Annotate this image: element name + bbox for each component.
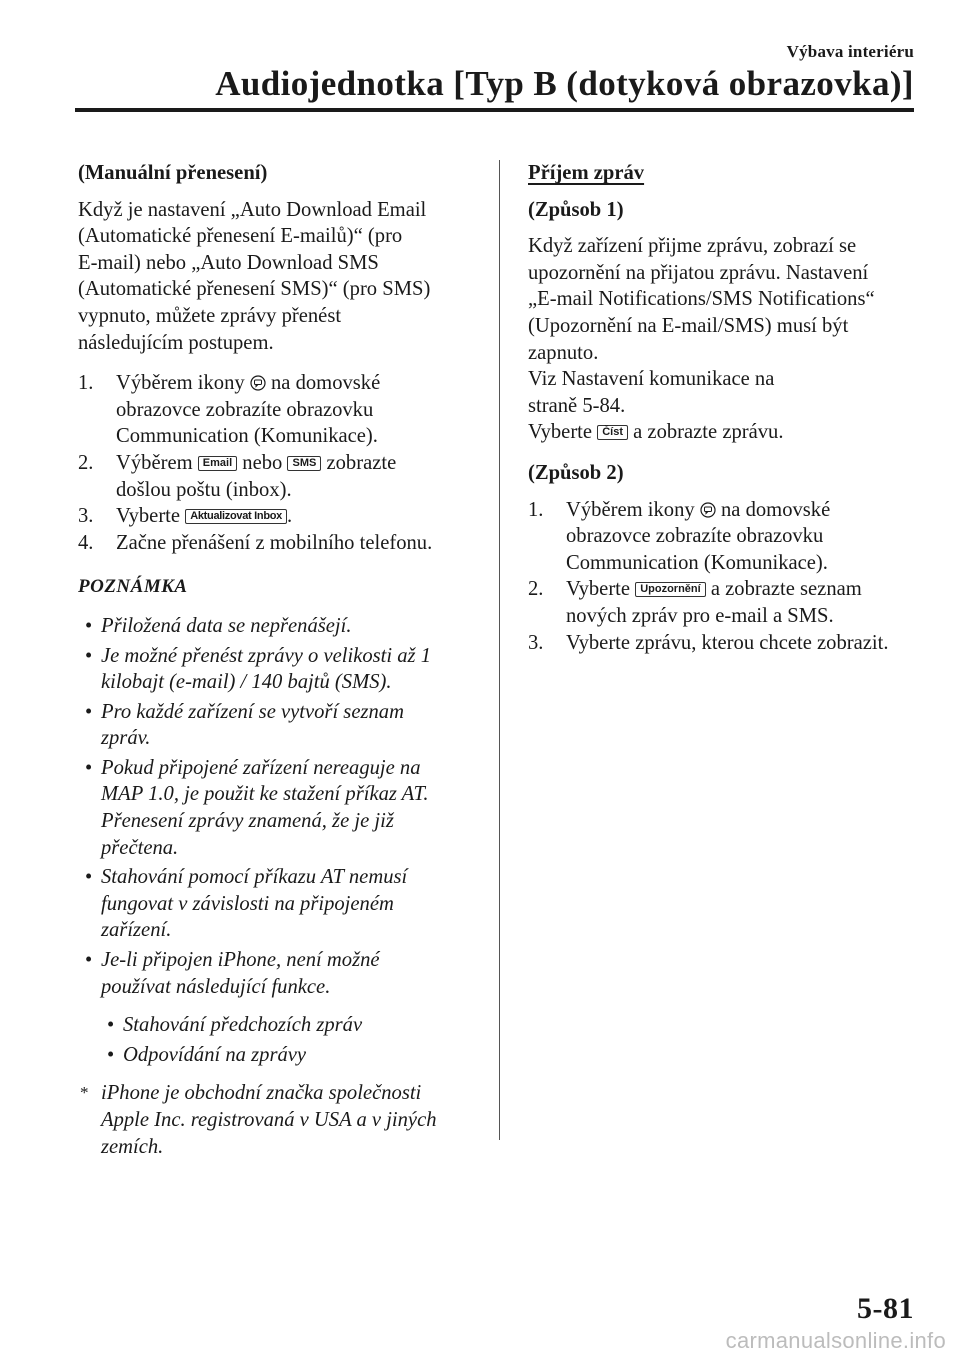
sub-note-item [78, 1042, 478, 1069]
step-number: 2. [528, 578, 544, 601]
method-2-step-3 [528, 630, 928, 657]
step-text: Výběrem [116, 451, 193, 474]
note-line: Stahování pomocí příkazu AT nemusí [101, 866, 408, 889]
method-1-line: „E-mail Notifications/SMS Notifications“ [528, 288, 875, 311]
note-line: přečtena. [101, 836, 179, 859]
step-1 [78, 370, 478, 450]
method-1-paragraph [528, 233, 928, 446]
bullet-dot: • [85, 614, 93, 637]
step-text: došlou poštu (inbox). [116, 478, 292, 501]
step-number: 4. [78, 531, 94, 554]
note-line: fungovat v závislosti na připojeném [101, 892, 394, 915]
step-text: zobrazte [326, 451, 397, 474]
method-1-line: upozornění na přijatou zprávu. Nastavení [528, 261, 869, 284]
note-line: Přiložená data se nepřenášejí. [101, 614, 352, 637]
header-rule [75, 108, 914, 112]
note-line: Pro každé zařízení se vytvoří seznam [101, 700, 404, 723]
step-number: 3. [528, 631, 544, 654]
communication-icon [250, 375, 266, 391]
method-1-line: Když zařízení přijme zprávu, zobrazí se [528, 235, 857, 258]
note-item [78, 699, 478, 752]
communication-icon [700, 502, 716, 518]
note-item [78, 755, 478, 861]
method-2-step-2 [528, 576, 928, 629]
bullet-dot: • [85, 756, 93, 779]
note-title: POZNÁMKA [78, 576, 188, 598]
step-number: 1. [528, 498, 544, 521]
sub-note-line: Stahování předchozích zpráv [123, 1014, 363, 1037]
method-2-heading: (Způsob 2) [528, 461, 624, 484]
step-text: Communication (Komunikace). [116, 425, 378, 448]
note-item [78, 947, 478, 1000]
note-line: Je-li připojen iPhone, není možné [101, 949, 380, 972]
page-number: 5-81 [857, 1292, 914, 1325]
step-text: a zobrazte seznam [710, 578, 862, 601]
step-text: Vyberte zprávu, kterou chcete zobrazit. [566, 631, 889, 654]
bullet-dot: • [85, 866, 93, 889]
bullet-dot: • [85, 700, 93, 723]
footnote-star: * [80, 1083, 89, 1103]
intro-line: následujícím postupem. [78, 331, 274, 354]
step-number: 1. [78, 372, 94, 395]
intro-paragraph [78, 197, 478, 357]
method-1-line: Viz Nastavení komunikace na [528, 368, 775, 391]
note-line: Je možné přenést zprávy o velikosti až 1 [101, 644, 431, 667]
page-title: Audiojednotka [Typ B (dotyková obrazovka)] [215, 64, 914, 103]
note-line: Pokud připojené zařízení nereaguje na [101, 756, 421, 779]
notifications-button[interactable]: Upozornění [635, 582, 706, 597]
step-text: na domovské [721, 498, 831, 521]
section-label: Výbava interiéru [786, 42, 914, 61]
watermark: carmanualsonline.info [725, 1328, 946, 1353]
bullet-dot: • [85, 949, 93, 972]
method-1-line: (Upozornění na E-mail/SMS) musí být [528, 314, 849, 337]
email-button[interactable]: Email [198, 456, 237, 471]
step-3 [78, 503, 478, 530]
footnote-line: Apple Inc. registrovaná v USA a v jiných [101, 1109, 437, 1131]
note-line: zařízení. [101, 919, 172, 942]
receive-messages-heading: Příjem zpráv [528, 162, 645, 184]
method-1-heading: (Způsob 1) [528, 198, 624, 221]
step-4 [78, 530, 478, 557]
manual-transfer-heading: (Manuální přenesení) [78, 162, 268, 184]
bullet-dot: • [107, 1014, 115, 1037]
method-1-line: straně 5-84. [528, 394, 626, 417]
intro-line: (Automatické přenesení E-mailů)“ (pro [78, 225, 403, 248]
note-item [78, 643, 478, 696]
step-text: Začne přenášení z mobilního telefonu. [116, 531, 433, 554]
method-2-step-1 [528, 497, 928, 577]
sms-button[interactable]: SMS [287, 456, 321, 471]
footnote-line: zemích. [101, 1135, 164, 1158]
step-text: Vyberte [116, 505, 181, 528]
note-line: Přenesení zprávy znamená, že je již [101, 810, 394, 833]
intro-line: Když je nastavení „Auto Download Email [78, 198, 427, 221]
step-text: nebo [242, 451, 283, 474]
step-text: Výběrem ikony [116, 372, 245, 395]
update-inbox-button[interactable]: Aktualizovat Inbox [185, 509, 287, 524]
intro-line: (Automatické přenesení SMS)“ (pro SMS) [78, 278, 431, 301]
step-text: obrazovce zobrazíte obrazovku [566, 525, 824, 548]
step-text: nových zpráv pro e-mail a SMS. [566, 604, 834, 627]
read-button[interactable]: Číst [597, 425, 628, 440]
step-text: a zobrazte zprávu. [633, 421, 784, 444]
read-instruction [528, 419, 928, 446]
step-2 [78, 450, 478, 503]
step-text: . [286, 505, 293, 528]
note-line: zpráv. [101, 727, 151, 750]
method-1-line: zapnuto. [528, 341, 599, 364]
sub-note-item [78, 1012, 478, 1039]
step-text: obrazovce zobrazíte obrazovku [116, 398, 374, 421]
step-number: 3. [78, 505, 94, 528]
intro-line: vypnuto, můžete zprávy přenést [78, 304, 342, 327]
footnote [78, 1080, 478, 1160]
note-item [78, 864, 478, 944]
note-line: používat následující funkce. [101, 975, 331, 998]
step-text: Výběrem ikony [566, 498, 695, 521]
intro-line: E-mail) nebo „Auto Download SMS [78, 251, 379, 274]
footnote-line: iPhone je obchodní značka společnosti [101, 1082, 422, 1105]
step-text: Vyberte [528, 421, 593, 444]
sub-note-line: Odpovídání na zprávy [123, 1043, 307, 1066]
note-line: MAP 1.0, je použit ke stažení příkaz AT. [101, 783, 429, 806]
step-text: Communication (Komunikace). [566, 551, 828, 574]
bullet-dot: • [85, 644, 93, 667]
step-text: Vyberte [566, 578, 631, 601]
bullet-dot: • [107, 1043, 115, 1066]
step-number: 2. [78, 451, 94, 474]
step-text: na domovské [271, 372, 381, 395]
column-divider [499, 160, 500, 1140]
left-column [78, 160, 478, 1160]
note-item [78, 613, 478, 640]
right-column [528, 160, 928, 656]
note-line: kilobajt (e-mail) / 140 bajtů (SMS). [101, 671, 392, 694]
